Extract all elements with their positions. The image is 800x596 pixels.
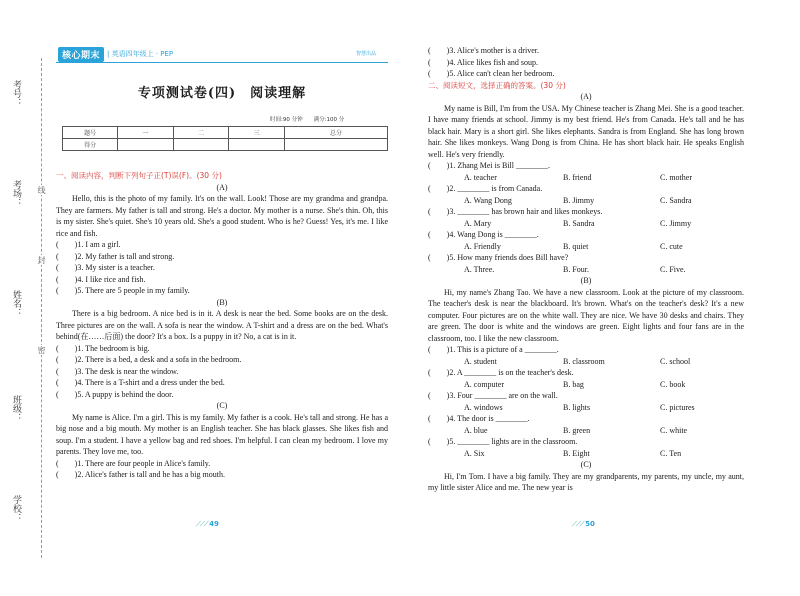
option-b[interactable]: B. lights <box>563 402 591 412</box>
option-c[interactable]: C. Jimmy <box>660 218 692 228</box>
passage-c-label: (C) <box>216 401 228 410</box>
option-c[interactable]: C. school <box>660 356 691 366</box>
seal-mark-mi: 密 <box>37 346 46 354</box>
option-b[interactable]: B. Jimmy <box>563 195 595 205</box>
passage-a-question: ( )3. My sister is a teacher. <box>56 263 155 272</box>
passage-2b-label: (B) <box>580 276 592 285</box>
passage-a-text: Hello, this is the photo of my family. It's on the wall. Look! Those are my grandma and grandpa. They are farmers. My father is tall and strong. He's a doctor. My mother is a nurse. She's thin. Oh, this is my sister. She's quiet. She's 10 years old. She's a good student. Who is he? Guess! Yes, it's me. I like rice and fish. <box>56 194 388 238</box>
mc-options <box>428 218 744 230</box>
right-column <box>428 45 744 494</box>
option-b[interactable]: B. bag <box>563 379 584 389</box>
option-c[interactable]: C. Five. <box>660 264 686 274</box>
option-a[interactable]: A. blue <box>464 425 488 435</box>
option-c[interactable]: C. cute <box>660 241 683 251</box>
option-b[interactable]: B. Four. <box>563 264 590 274</box>
mc-options <box>428 356 744 368</box>
option-c[interactable]: C. book <box>660 379 686 389</box>
option-b[interactable]: B. quiet <box>563 241 589 251</box>
page-ornament-icon: ⟋⟋⟋ <box>572 520 586 528</box>
score-header-cell: 总分 <box>284 127 387 139</box>
mc-question: ( )4. The door is ________. <box>428 414 530 423</box>
option-c[interactable]: C. white <box>660 425 688 435</box>
seal-mark-xian: 线 <box>37 186 46 194</box>
option-c[interactable]: C. pictures <box>660 402 695 412</box>
brand-header <box>58 47 173 61</box>
passage-b-text: There is a big bedroom. A nice bed is in it. A desk is near the bed. Some books are on the desk. Three pictures are on the wall. A sofa is near the window. A T-shirt and a dress are on the bed. What's behind(在……后面) the door? It's a box. Is a puppy in it? No, a cat is in it. <box>56 309 388 341</box>
brand-logo: 核心期末 <box>58 47 104 62</box>
page-number-left-value: 49 <box>209 520 219 528</box>
score-header-cell: 二 <box>173 127 229 139</box>
option-a[interactable]: A. student <box>464 356 497 366</box>
binding-margin <box>0 0 48 596</box>
mc-question: ( )1. Zhang Mei is Bill ________. <box>428 161 550 170</box>
section-1-heading: 一、阅读内容，判断下列句子正(T)误(F)。(30 分) <box>56 171 222 180</box>
option-a[interactable]: A. Three. <box>464 264 495 274</box>
score-header-cell: 一 <box>118 127 174 139</box>
passage-a-question: ( )2. My father is tall and strong. <box>56 251 175 261</box>
passage-c-question: ( )5. Alice can't clean her bedroom. <box>428 69 555 78</box>
option-b[interactable]: B. green <box>563 425 591 435</box>
exam-meta: 时间:90 分钟 满分:100 分 <box>270 117 345 123</box>
passage-b-question: ( )1. The bedroom is big. <box>56 343 150 353</box>
class-field-label: 班级： <box>11 395 21 422</box>
mc-options <box>428 264 744 276</box>
passage-b-question: ( )3. The desk is near the window. <box>56 366 179 376</box>
mc-question: ( )3. Four ________ are on the wall. <box>428 391 558 400</box>
passage-a-question: ( )4. I like rice and fish. <box>56 274 146 284</box>
passage-b-label: (B) <box>216 297 228 307</box>
score-cell[interactable] <box>229 139 285 151</box>
binding-dashed-line <box>41 58 42 558</box>
passage-a-question: ( )5. There are 5 people in my family. <box>56 286 190 295</box>
option-b[interactable]: B. classroom <box>563 356 605 366</box>
mc-question: ( )3. ________ has brown hair and likes monkeys. <box>428 207 603 216</box>
passage-a-question: ( )1. I am a girl. <box>56 240 121 249</box>
passage-c-question: ( )4. Alice likes fish and soup. <box>428 57 538 67</box>
score-table-score-row <box>63 139 388 151</box>
left-column <box>56 170 388 481</box>
option-a[interactable]: A. Mary <box>464 218 492 228</box>
option-b[interactable]: B. friend <box>563 172 592 182</box>
score-cell[interactable] <box>173 139 229 151</box>
mc-question: ( )2. ________ is from Canada. <box>428 184 543 193</box>
mc-question: ( )2. A ________ is on the teacher's desk. <box>428 368 574 377</box>
option-a[interactable]: A. Friendly <box>464 241 501 251</box>
page-number-right-value: 50 <box>585 520 595 528</box>
mc-options <box>428 195 744 207</box>
mc-options <box>428 402 744 414</box>
option-a[interactable]: A. windows <box>464 402 503 412</box>
option-c[interactable]: C. Ten <box>660 448 682 458</box>
score-row-label: 得分 <box>63 139 118 151</box>
passage-2c-label: (C) <box>580 460 592 469</box>
exam-room-field-label: 考场： <box>11 180 21 207</box>
option-c[interactable]: C. mother <box>660 172 692 182</box>
option-b[interactable]: B. Sandra <box>563 218 595 228</box>
mc-question: ( )1. This is a picture of a ________. <box>428 345 559 354</box>
score-header-cell: 题号 <box>63 127 118 139</box>
score-table <box>62 126 388 151</box>
passage-c-question: ( )2. Alice's father is tall and he has a big mouth. <box>56 470 225 479</box>
passage-2c-text: Hi, I'm Tom. I have a big family. They are my grandparents, my parents, my uncle, my aunt, my little sister Alice and me. The new year is <box>428 471 744 492</box>
mc-options <box>428 379 744 391</box>
page-number-right <box>572 520 595 529</box>
seal-mark-feng: 封 <box>37 256 46 264</box>
passage-b-question: ( )5. A puppy is behind the door. <box>56 389 174 399</box>
score-cell[interactable] <box>118 139 174 151</box>
mc-question: ( )5. How many friends does Bill have? <box>428 253 569 262</box>
option-a[interactable]: A. Six <box>464 448 485 458</box>
brand-subtitle: | 英语四年级上 · PEP <box>107 50 174 58</box>
passage-2b-text: Hi, my name's Zhang Tao. We have a new classroom. Look at the picture of my classroom. The teacher's desk is near the blackboard. It's brown. What's on the teacher's desk? It's a new computer. Four pictures are on the white wall. They are nice. We have 30 desks and chairs. They are green. The door is white and the windows are green. Eight lights and four fans are in the classroom, too. I like the new classroom. <box>428 287 744 343</box>
header-right-mark: 智慧出品 <box>356 51 377 57</box>
name-field-label: 姓名： <box>11 290 21 317</box>
option-a[interactable]: A. teacher <box>464 172 497 182</box>
mc-options <box>428 448 744 460</box>
mc-question: ( )5. ________ lights are in the classroom. <box>428 437 578 446</box>
option-a[interactable]: A. Wang Dong <box>464 195 512 205</box>
score-cell[interactable] <box>284 139 387 151</box>
passage-b-question: ( )4. There is a T-shirt and a dress under the bed. <box>56 378 225 387</box>
mc-options <box>428 425 744 437</box>
passage-b-question: ( )2. There is a bed, a desk and a sofa in the bedroom. <box>56 355 242 364</box>
passage-2a-label: (A) <box>580 92 592 101</box>
section-2-heading: 二、阅读短文，选择正确的答案。(30 分) <box>428 80 566 90</box>
mc-options <box>428 172 744 184</box>
page-title: 专项测试卷(四) 阅读理解 <box>137 86 307 101</box>
page-ornament-icon: ⟋⟋⟋ <box>196 520 210 528</box>
mc-options <box>428 241 744 253</box>
mc-question: ( )4. Wang Dong is ________. <box>428 230 539 239</box>
header-rule <box>56 62 388 63</box>
passage-a-label: (A) <box>216 182 228 192</box>
score-header-cell: 三 <box>229 127 285 139</box>
option-c[interactable]: C. Sandra <box>660 195 692 205</box>
score-table-header-row <box>63 127 388 139</box>
option-b[interactable]: B. Eight <box>563 448 590 458</box>
option-a[interactable]: A. computer <box>464 379 504 389</box>
exam-number-field-label: 考号： <box>11 80 21 107</box>
passage-c-text: My name is Alice. I'm a girl. This is my family. My father is a cook. He's tall and strong. He has a big nose and a big mouth. My mother is an English teacher. She has black glasses. She likes fish and soup. I'm a student. I have a yellow bag and red shoes. I'm helpful. I can clean my bedroom. I love my parents. They love me, too. <box>56 412 388 456</box>
passage-c-question: ( )3. Alice's mother is a driver. <box>428 46 539 55</box>
passage-2a-text: My name is Bill, I'm from the USA. My Chinese teacher is Zhang Mei. She is a good teacher. I have many friends at school. Jimmy is my best friend. He's from Canada. He's tall and he has black hair. Mary is a short girl. She likes elephants. Sandra is from England. She has long brown hair. She likes monkeys. Wang Dong is from China. He has short black hair. He speaks English well. He's very friendly. <box>428 103 744 159</box>
school-field-label: 学校： <box>11 495 21 522</box>
passage-c-question: ( )1. There are four people in Alice's family. <box>56 458 211 468</box>
page-number-left <box>196 520 219 529</box>
